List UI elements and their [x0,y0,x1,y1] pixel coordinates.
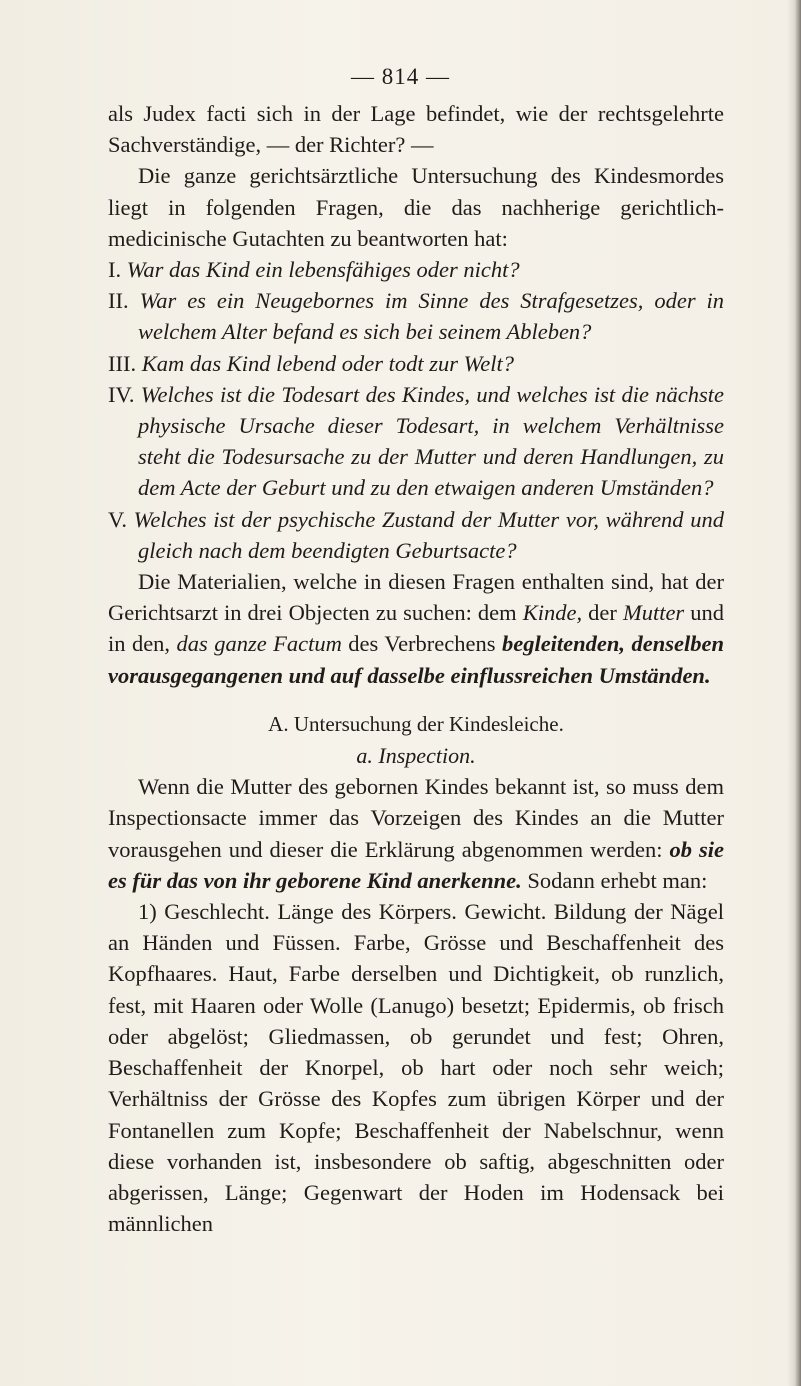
mother-question: ob sie es für das von ihr geborene Kind anerkenne. [108,836,724,893]
question-number: II. [108,288,129,314]
question-number: I. [108,257,122,283]
question-number: III. [108,350,137,376]
question-2 [108,285,724,347]
question-text: Kam das Kind lebend oder todt zur Welt? [141,350,515,376]
inspection-paragraph: Wenn die Mutter des gebornen Kindes bekannt ist, so muss dem Inspectionsacte immer das Vorzeigen des Kindes an die Mutter vorausgehen und dieser die Erklärung abgenommen werden: ob sie es für das von ihr geborene Kind anerkenne. Sodann erhebt man: [108,774,724,893]
body-text [108,98,724,1239]
question-3 [108,348,724,379]
page-number: — 814 — [351,64,450,89]
question-text: War es ein Neugebornes im Sinne des Strafgesetzes, oder in welchem Alter befand es sich bei seinem Ableben? [138,288,725,345]
item-1-paragraph: 1) Geschlecht. Länge des Körpers. Gewicht. Bildung der Nägel an Händen und Füssen. Farbe, Grösse und Beschaffenheit des Kopfhaares. Haut, Farbe derselben und Dichtigkeit, ob runzlich, fest, mit Haaren oder Wolle (Lanugo) besetzt; Epidermis, ob frisch oder abgelöst; Gliedmassen, ob gerundet und fest; Ohren, Beschaffenheit der Knorpel, ob hart oder noch sehr weich; Verhältniss der Grösse des Kopfes zum übrigen Körper und der Fontanellen zum Kopfe; Beschaffenheit der Nabelschnur, wenn diese vorhanden ist, insbesondere ob saftig, abgeschnitten oder abgerissen, Länge; Gegenwart der Hoden im Hodensack bei männlichen [108,899,724,1237]
emphasized-circumstances: begleitenden, denselben vorausgegangenen und auf dasselbe einflussreichen Umständen. [108,631,724,688]
intro-paragraph-2: Die ganze gerichtsärztliche Untersuchung des Kindesmordes liegt in folgenden Fragen, die das nachherige gerichtlich-medicinische Gutachten zu beantworten hat: [108,163,724,251]
question-4 [108,379,724,504]
question-text: Welches ist der psychische Zustand der Mutter vor, während und gleich nach dem beendigten Geburtsacte? [133,506,724,563]
section-heading: A. Untersuchung der Kindesleiche. [268,711,564,736]
question-number: V. [108,506,127,532]
materials-paragraph: Die Materialien, welche in diesen Fragen enthalten sind, hat der Gerichtsarzt in drei Objecten zu suchen: dem Kinde, der Mutter und in den, das ganze Factum des Verbrechens begleitenden, denselben vorausgegangenen und auf dasselbe einflussreichen Umständen. [108,569,725,688]
intro-paragraph-1: als Judex facti sich in der Lage befindet, wie der rechtsgelehrte Sachverständige, — der Richter? — [108,101,724,158]
term-kinde: Kinde, [522,600,583,626]
question-number: IV. [108,381,135,407]
term-mutter: Mutter [622,600,685,626]
question-5 [108,504,724,566]
question-text: Welches ist die Todesart des Kindes, und welches ist die nächste physische Ursache dieser Todesart, in welchem Verhältnisse steht die Todesursache zu der Mutter und deren Handlungen, zu dem Acte der Geburt und zu den etwaigen anderen Umständen? [138,381,724,501]
subsection-heading: a. Inspection. [356,743,476,769]
page-edge-shadow [787,0,801,1386]
term-factum: das ganze Factum [176,631,342,657]
question-1 [108,254,724,285]
question-text: War das Kind ein lebensfähiges oder nicht? [126,257,520,283]
